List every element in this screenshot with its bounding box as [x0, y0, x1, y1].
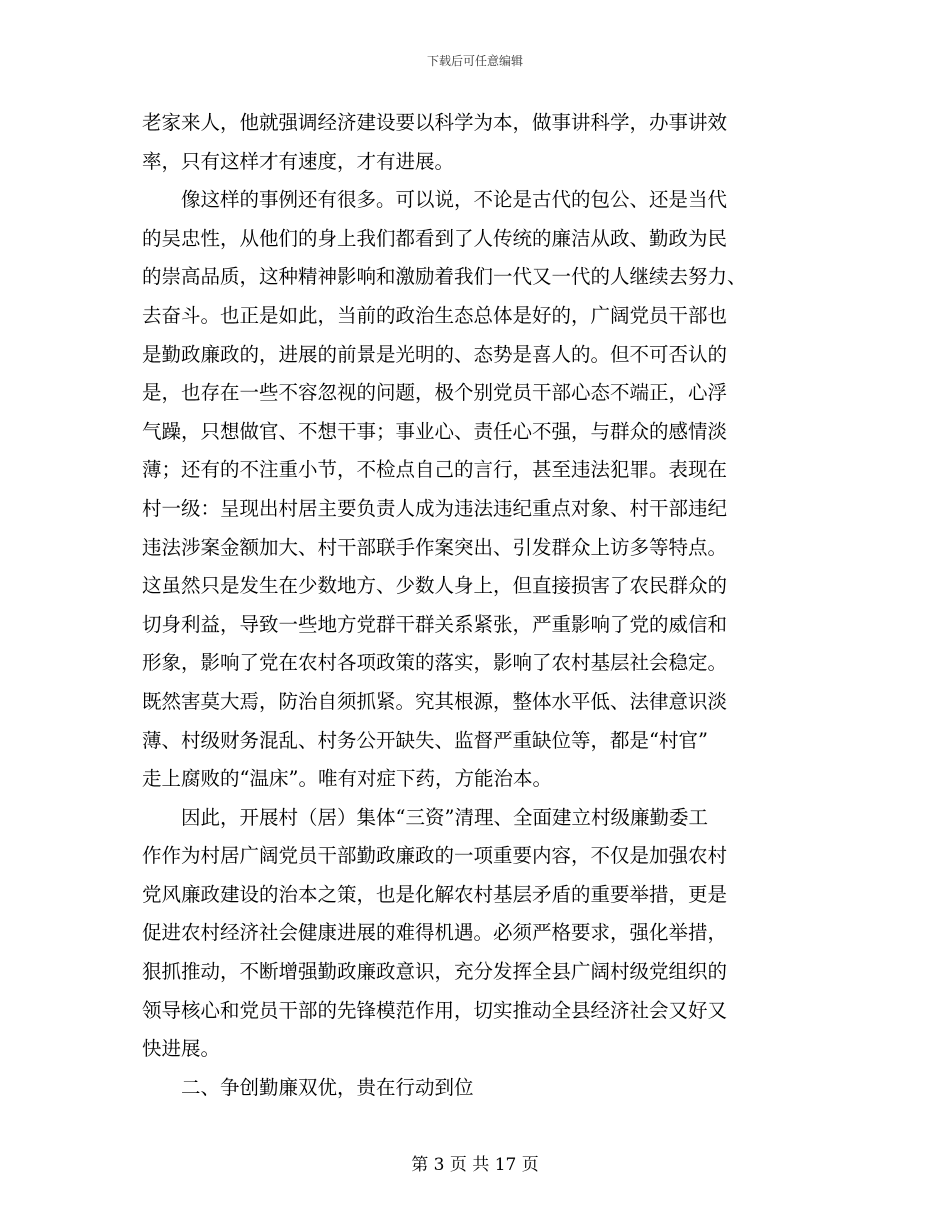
body-line: 村一级：呈现出村居主要负责人成为违法违纪重点对象、村干部违纪 [142, 496, 728, 520]
body-line: 狠抓推动，不断增强勤政廉政意识，充分发挥全县广阔村级党组织的 [142, 960, 728, 984]
body-line: 是，也存在一些不容忽视的问题，极个别党员干部心态不端正，心浮 [142, 381, 728, 405]
body-line: 老家来人，他就强调经济建设要以科学为本，做事讲科学，办事讲效 [142, 111, 728, 134]
body-line: 促进农村经济社会健康进展的难得机遇。必须严格要求，强化举措， [142, 921, 728, 945]
body-line: 既然害莫大焉，防治自须抓紧。究其根源，整体水平低、法律意识淡 [142, 689, 728, 713]
body-line: 快进展。 [142, 1037, 221, 1061]
body-line: 的崇高品质，这种精神影响和激励着我们一代又一代的人继续去努力、 [142, 265, 747, 289]
body-line: 切身利益，导致一些地方党群干群关系紧张，严重影响了党的威信和 [142, 612, 728, 636]
body-line: 领导核心和党员干部的先锋模范作用，切实推动全县经济社会又好又 [142, 998, 728, 1022]
page-number: 第 3 页 共 17 页 [411, 1155, 539, 1175]
body-line: 气躁，只想做官、不想干事；事业心、责任心不强，与群众的感情淡 [142, 419, 728, 443]
document-body [142, 104, 802, 1107]
body-line: 去奋斗。也正是如此，当前的政治生态总体是好的，广阔党员干部也 [142, 303, 728, 327]
body-line: 形象，影响了党在农村各项政策的落实，影响了农村基层社会稳定。 [142, 651, 728, 675]
body-line: 的吴忠性，从他们的身上我们都看到了人传统的廉洁从政、勤政为民 [142, 226, 728, 250]
body-line: 党风廉政建设的治本之策，也是化解农村基层矛盾的重要举措，更是 [142, 882, 728, 906]
body-line: 像这样的事例还有很多。可以说，不论是古代的包公、还是当代 [142, 188, 728, 212]
body-line: 薄；还有的不注重小节，不检点自己的言行，甚至违法犯罪。表现在 [142, 458, 728, 482]
body-line: 违法涉案金额加大、村干部联手作案突出、引发群众上访多等特点。 [142, 535, 728, 559]
section-heading: 二、争创勤廉双优，贵在行动到位 [142, 1075, 474, 1099]
body-line: 因此，开展村（居）集体“三资”清理、全面建立村级廉勤委工 [142, 805, 708, 829]
body-line: 是勤政廉政的，进展的前景是光明的、态势是喜人的。但不可否认的 [142, 342, 728, 366]
body-line: 这虽然只是发生在少数地方、少数人身上，但直接损害了农民群众的 [142, 574, 728, 598]
page-header-note: 下载后可任意编辑 [426, 54, 523, 68]
body-line: 作作为村居广阔党员干部勤政廉政的一项重要内容，不仅是加强农村 [142, 844, 728, 868]
body-line: 率，只有这样才有速度，才有进展。 [142, 149, 455, 173]
body-line: 薄、村级财务混乱、村务公开缺失、监督严重缺位等，都是“村官” [142, 728, 708, 752]
body-line: 走上腐败的“温床”。唯有对症下药，方能治本。 [142, 767, 552, 791]
